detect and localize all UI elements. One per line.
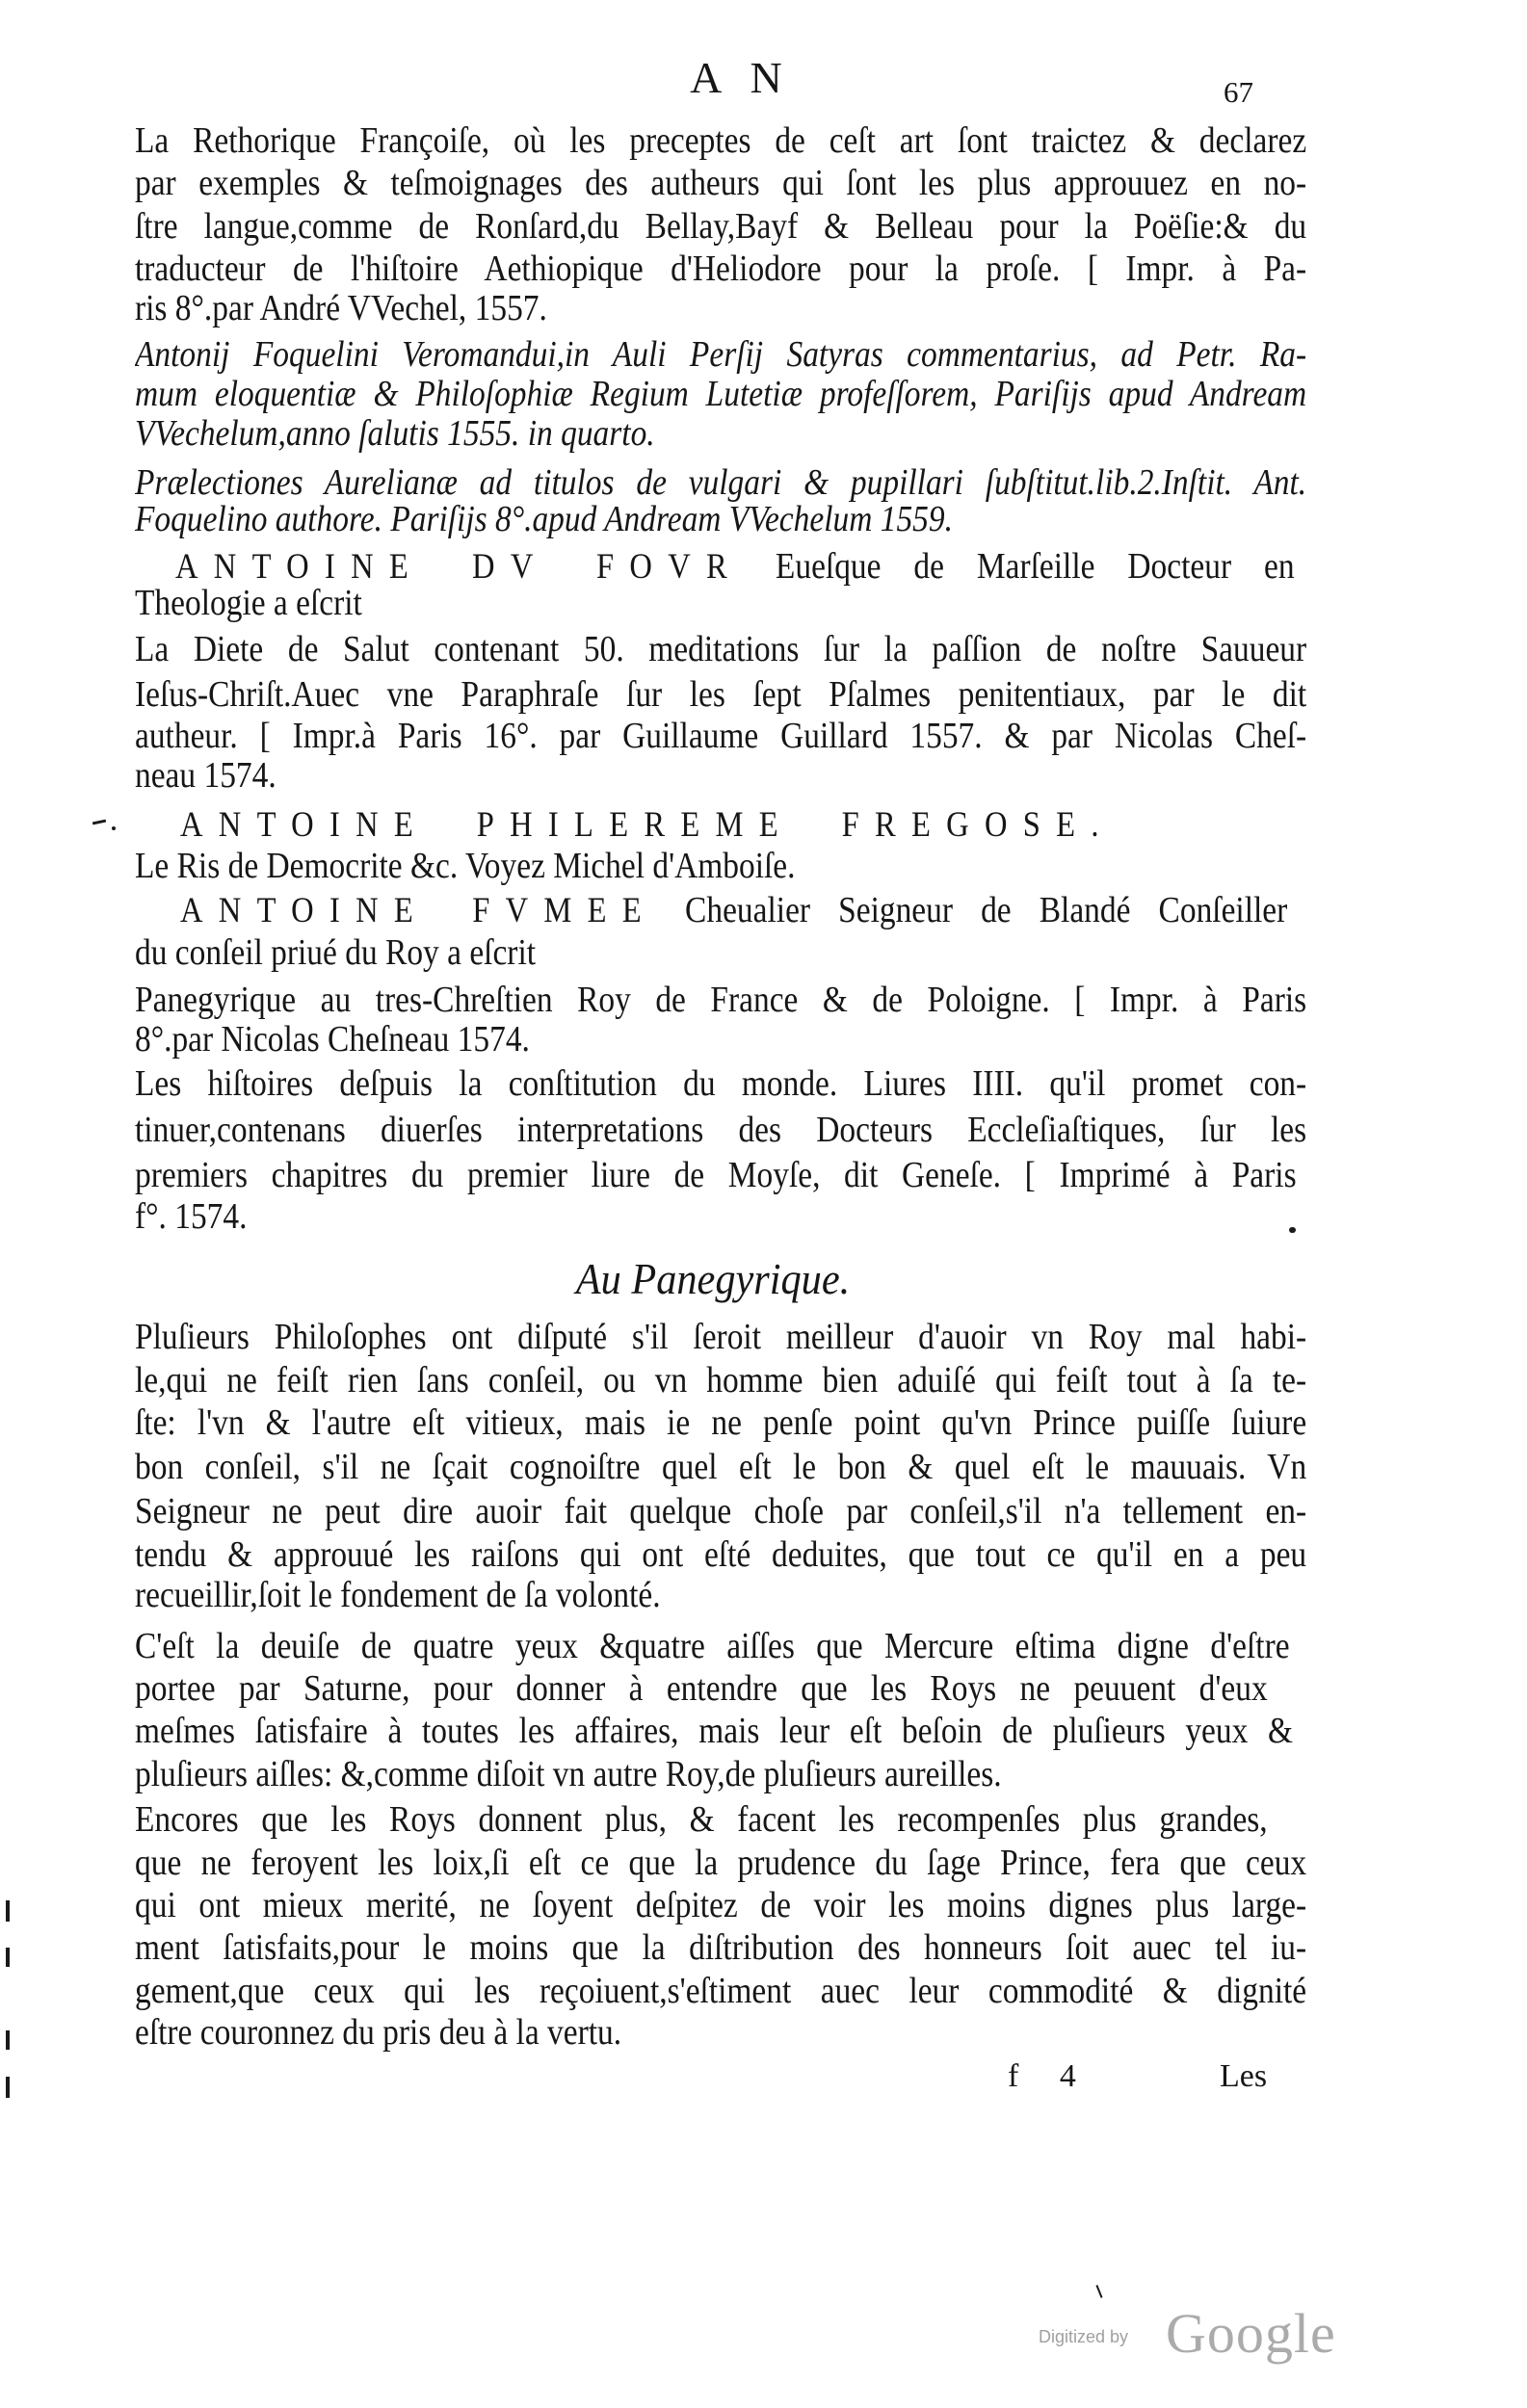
- catalogue-line-italic: Prælectiones Aurelianæ ad titulos de vulgari & pupillari ſubſtitut.lib.2.Inſtit. Ant.: [135, 462, 1307, 503]
- author-heading-line: [180, 802, 1115, 847]
- body-line: eſtre couronnez du pris deu à la vertu.: [135, 2012, 622, 2053]
- catalogue-line: par exemples & teſmoignages des autheurs qui ſont les plus approuuez en no-: [135, 163, 1307, 203]
- body-line: gement,que ceux qui les reçoiuent,s'eſtiment auec leur commodité & dignité: [135, 1971, 1307, 2011]
- body-line: recueillir,ſoit le fondement de ſa volonté.: [135, 1575, 661, 1615]
- catalogue-line: Le Ris de Democrite &c. Voyez Michel d'Amboiſe.: [135, 846, 796, 886]
- author-name: ANTOINE DV FOVR: [175, 547, 743, 587]
- catalogue-line: neau 1574.: [135, 755, 276, 796]
- catalogue-line: autheur. [ Impr.à Paris 16°. par Guillaume Guillard 1557. & par Nicolas Cheſ-: [135, 716, 1307, 756]
- section-heading: Au Panegyrique.: [575, 1254, 851, 1303]
- body-line: le,qui ne feiſt rien ſans conſeil, ou vn homme bien aduiſé qui feiſt tout à ſa te-: [135, 1360, 1307, 1400]
- binding-mark: [6, 2030, 10, 2050]
- catalogue-line: ris 8°.par André VVechel, 1557.: [135, 288, 547, 328]
- author-heading-line: [180, 888, 1287, 932]
- catalogue-line: Les hiſtoires deſpuis la conſtitution du monde. Liures IIII. qu'il promet con-: [135, 1063, 1307, 1104]
- signature-mark: f 4: [1008, 2058, 1076, 2094]
- body-line: Seigneur ne peut dire auoir fait quelque choſe par conſeil,s'il n'a tellement en-: [135, 1491, 1307, 1531]
- author-title: Cheualier Seigneur de Blandé Conſeiller: [685, 890, 1288, 930]
- body-line: Encores que les Roys donnent plus, & facent les recompenſes plus grandes,: [135, 1799, 1268, 1840]
- body-line: pluſieurs aiſles: &,comme diſoit vn autre Roy,de pluſieurs aureilles.: [135, 1754, 1002, 1794]
- author-name: ANTOINE PHILEREME FREGOSE.: [180, 805, 1115, 845]
- binding-mark: [6, 2077, 10, 2098]
- body-line: bon conſeil, s'il ne ſçait cognoiſtre quel eſt le bon & quel eſt le mauuais. Vn: [135, 1447, 1307, 1487]
- binding-mark: [6, 1900, 10, 1922]
- ink-speck: [92, 820, 106, 825]
- binding-mark: [6, 1948, 10, 1967]
- watermark-prefix: Digitized by: [1039, 2327, 1129, 2346]
- catalogue-line: 8°.par Nicolas Cheſneau 1574.: [135, 1019, 530, 1060]
- watermark-brand: Google: [1166, 2302, 1336, 2365]
- body-line: portee par Saturne, pour donner à entendre que les Roys ne peuuent d'eux: [135, 1668, 1268, 1709]
- catchword: Les: [1220, 2058, 1268, 2094]
- catalogue-line: f°. 1574.: [135, 1196, 248, 1237]
- running-title: A N: [690, 53, 792, 102]
- catalogue-line-italic: Foquelino authore. Pariſijs 8°.apud Andream VVechelum 1559.: [135, 499, 953, 539]
- catalogue-line: La Rethorique Françoiſe, où les preceptes de ceſt art ſont traictez & declarez: [135, 120, 1307, 161]
- body-line: meſmes ſatisfaire à toutes les affaires, mais leur eſt beſoin de pluſieurs yeux &: [135, 1711, 1294, 1751]
- catalogue-line: tinuer,contenans diuerſes interpretations des Docteurs Eccleſiaſtiques, ſur les: [135, 1110, 1307, 1150]
- body-line: ment ſatisfaits,pour le moins que la diſtribution des honneurs ſoit auec tel iu-: [135, 1927, 1307, 1968]
- catalogue-line: traducteur de l'hiſtoire Aethiopique d'Heliodore pour la proſe. [ Impr. à Pa-: [135, 249, 1307, 289]
- catalogue-line-italic: Antonij Foquelini Veromandui,in Auli Perſij Satyras commentarius, ad Petr. Ra-: [135, 334, 1307, 375]
- catalogue-line: ſtre langue,comme de Ronſard,du Bellay,Bayf & Belleau pour la Poëſie:& du: [135, 206, 1307, 247]
- catalogue-line-italic: VVechelum,anno ſalutis 1555. in quarto.: [135, 413, 655, 454]
- catalogue-line: Panegyrique au tres-Chreſtien Roy de France & de Poloigne. [ Impr. à Paris: [135, 980, 1307, 1020]
- catalogue-line: premiers chapitres du premier liure de Moyſe, dit Geneſe. [ Imprimé à Paris: [135, 1155, 1297, 1195]
- body-line: qui ont mieux merité, ne ſoyent deſpitez de voir les moins dignes plus large-: [135, 1885, 1307, 1925]
- catalogue-line: Ieſus-Chriſt.Auec vne Paraphraſe ſur les ſept Pſalmes penitentiaux, par le dit: [135, 674, 1307, 715]
- body-line: tendu & approuué les raiſons qui ont eſté deduites, que tout ce qu'il en a peu: [135, 1534, 1307, 1575]
- catalogue-line: La Diete de Salut contenant 50. meditations ſur la paſſion de noſtre Sauueur: [135, 629, 1307, 669]
- catalogue-line-italic: mum eloquentiæ & Philoſophiæ Regium Lutetiæ profeſſorem, Pariſijs apud Andream: [135, 374, 1307, 414]
- ink-speck: [112, 826, 116, 830]
- body-line: Pluſieurs Philoſophes ont diſputé s'il ſeroit meilleur d'auoir vn Roy mal habi-: [135, 1317, 1307, 1357]
- author-title: Eueſque de Marſeille Docteur en: [775, 546, 1295, 587]
- catalogue-line: Theologie a eſcrit: [135, 583, 362, 623]
- body-line: ſte: l'vn & l'autre eſt vitieux, mais ie ne penſe point qu'vn Prince puiſſe ſuiure: [135, 1402, 1307, 1443]
- body-line: C'eſt la deuiſe de quatre yeux &quatre aiſſes que Mercure eſtima digne d'eſtre: [135, 1626, 1290, 1666]
- body-line: que ne feroyent les loix,ſi eſt ce que la prudence du ſage Prince, fera que ceux: [135, 1843, 1307, 1883]
- ink-speck: [1289, 1227, 1296, 1233]
- page-number: 67: [1224, 75, 1253, 109]
- catalogue-line: du conſeil priué du Roy a eſcrit: [135, 932, 537, 973]
- ink-speck: [1095, 2285, 1102, 2298]
- author-name: ANTOINE FVMEE: [180, 891, 657, 930]
